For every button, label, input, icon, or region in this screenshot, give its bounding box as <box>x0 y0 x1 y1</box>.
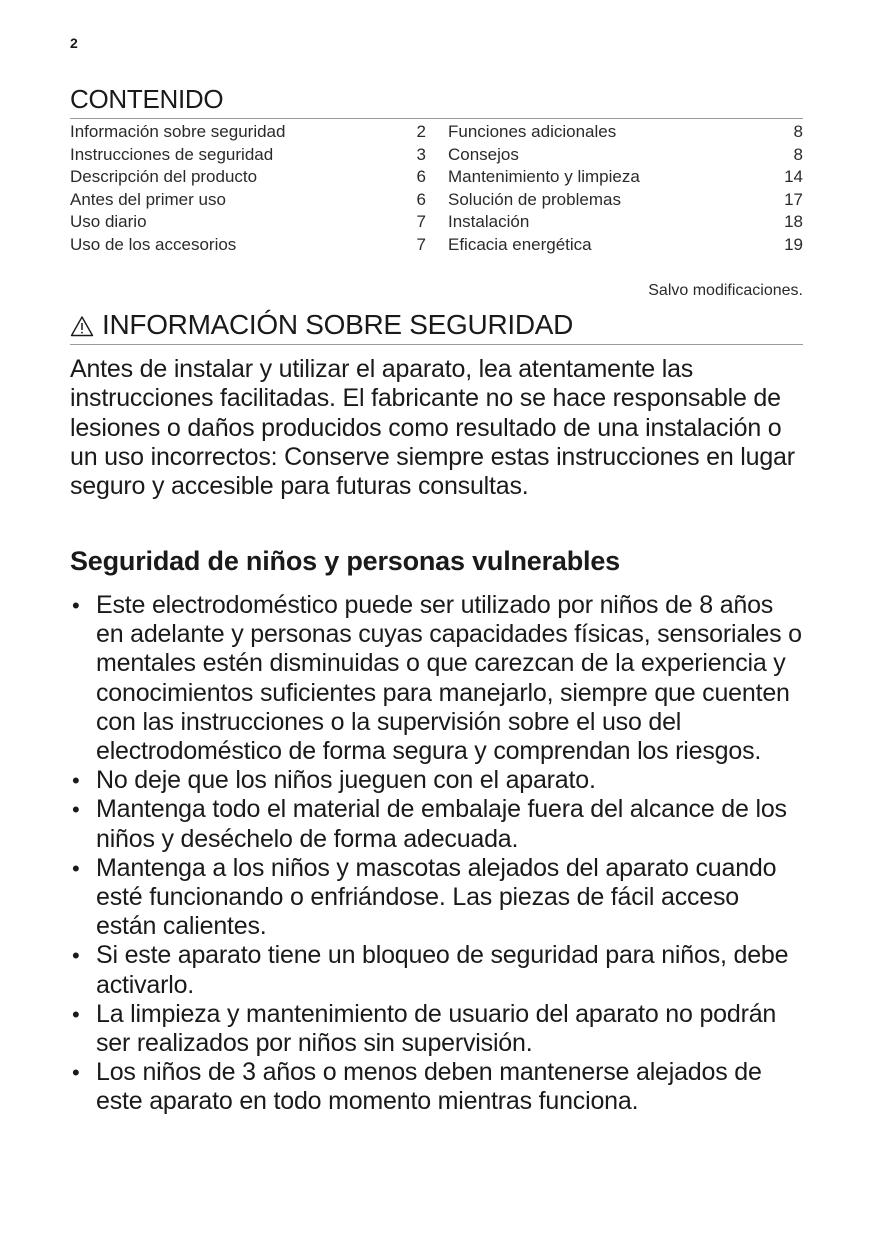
toc-entry-label: Antes del primer uso <box>70 189 226 209</box>
toc-entry-label: Consejos <box>448 144 519 164</box>
list-item <box>70 941 805 999</box>
modifications-note: Salvo modificaciones. <box>648 282 803 299</box>
toc-entry[interactable] <box>70 189 426 212</box>
list-item-text: Mantenga todo el material de embalaje fuera del alcance de los niños y deséchelo de forma adecuada. <box>96 795 787 853</box>
table-of-contents <box>70 121 803 256</box>
bullet-icon: • <box>72 1001 80 1027</box>
toc-entry-page: 6 <box>416 167 426 186</box>
toc-entry[interactable] <box>448 121 803 144</box>
toc-entry[interactable] <box>448 166 803 189</box>
bullet-icon: • <box>72 855 80 881</box>
toc-entry-page: 18 <box>784 212 803 231</box>
toc-entry[interactable] <box>70 144 426 167</box>
toc-entry[interactable] <box>448 211 803 234</box>
bullet-icon: • <box>72 797 80 823</box>
toc-entry-page: 8 <box>793 144 803 164</box>
toc-entry[interactable] <box>70 211 426 234</box>
toc-entry-label: Instrucciones de seguridad <box>70 144 274 164</box>
safety-bullet-list <box>70 591 805 1117</box>
bullet-icon: • <box>72 1060 80 1086</box>
list-item <box>70 1058 805 1116</box>
section-heading <box>70 309 803 345</box>
toc-entry-page: 14 <box>784 167 803 186</box>
toc-entry-page: 7 <box>416 212 426 231</box>
toc-entry-label: Información sobre seguridad <box>70 122 286 141</box>
list-item <box>70 766 805 795</box>
section-heading-text: INFORMACIÓN SOBRE SEGURIDAD <box>102 309 574 340</box>
toc-title: CONTENIDO <box>70 84 224 114</box>
toc-entry-page: 19 <box>784 234 803 254</box>
intro-paragraph: Antes de instalar y utilizar el aparato, lea atentamente las instrucciones facilitadas. El fabricante no se hace responsable de lesiones o daños producidos como resultado de una instalación o un uso incorrectos: Conserve siempre estas instrucciones en lugar seguro y accesible para futuras consultas. <box>70 355 795 501</box>
toc-entry-label: Uso diario <box>70 212 147 231</box>
toc-entry-page: 2 <box>416 122 426 141</box>
subsection-heading: Seguridad de niños y personas vulnerables <box>70 546 620 576</box>
list-item <box>70 854 805 942</box>
toc-left-column <box>70 121 426 256</box>
list-item <box>70 591 805 766</box>
bullet-icon: • <box>72 768 80 794</box>
toc-entry-label: Mantenimiento y limpieza <box>448 167 640 186</box>
list-item-text: Este electrodoméstico puede ser utilizado por niños de 8 años en adelante y personas cuyas capacidades físicas, sensoriales o mentales estén disminuidas o que carezcan de la experiencia y conocimientos suficientes para manejarlo, siempre que cuenten con las instrucciones o la supervisión sobre el uso del electrodoméstico de forma segura y comprendan los riesgos. <box>96 591 802 766</box>
list-item-text: La limpieza y mantenimiento de usuario del aparato no podrán ser realizados por niños sin supervisión. <box>96 999 777 1058</box>
list-item <box>70 1000 805 1058</box>
list-item-text: Los niños de 3 años o menos deben mantenerse alejados de este aparato en todo momento mientras funciona. <box>96 1058 762 1116</box>
toc-entry[interactable] <box>448 234 803 257</box>
toc-entry-page: 8 <box>793 122 803 141</box>
toc-entry-page: 17 <box>784 189 803 209</box>
list-item <box>70 795 805 853</box>
toc-divider <box>70 118 803 119</box>
toc-entry[interactable] <box>448 144 803 167</box>
toc-right-column <box>448 121 803 256</box>
list-item-text: Mantenga a los niños y mascotas alejados del aparato cuando esté funcionando o enfriándose. Las piezas de fácil acceso están calientes. <box>96 853 777 941</box>
toc-entry-page: 7 <box>416 234 426 254</box>
toc-entry-page: 6 <box>416 189 426 209</box>
toc-entry[interactable] <box>70 234 426 257</box>
toc-entry-label: Uso de los accesorios <box>70 234 237 254</box>
toc-entry[interactable] <box>448 189 803 212</box>
toc-entry-label: Eficacia energética <box>448 234 592 254</box>
list-item-text: No deje que los niños jueguen con el aparato. <box>96 766 596 795</box>
toc-entry[interactable] <box>70 121 426 144</box>
page-number: 2 <box>70 35 78 51</box>
toc-entry-label: Solución de problemas <box>448 189 621 209</box>
bullet-icon: • <box>72 943 80 969</box>
toc-entry-label: Instalación <box>448 212 530 231</box>
warning-triangle-icon <box>70 315 94 337</box>
toc-entry[interactable] <box>70 166 426 189</box>
toc-entry-label: Funciones adicionales <box>448 122 617 141</box>
toc-entry-page: 3 <box>416 144 426 164</box>
toc-entry-label: Descripción del producto <box>70 167 258 186</box>
list-item-text: Si este aparato tiene un bloqueo de seguridad para niños, debe activarlo. <box>96 941 789 999</box>
bullet-icon: • <box>72 593 80 618</box>
